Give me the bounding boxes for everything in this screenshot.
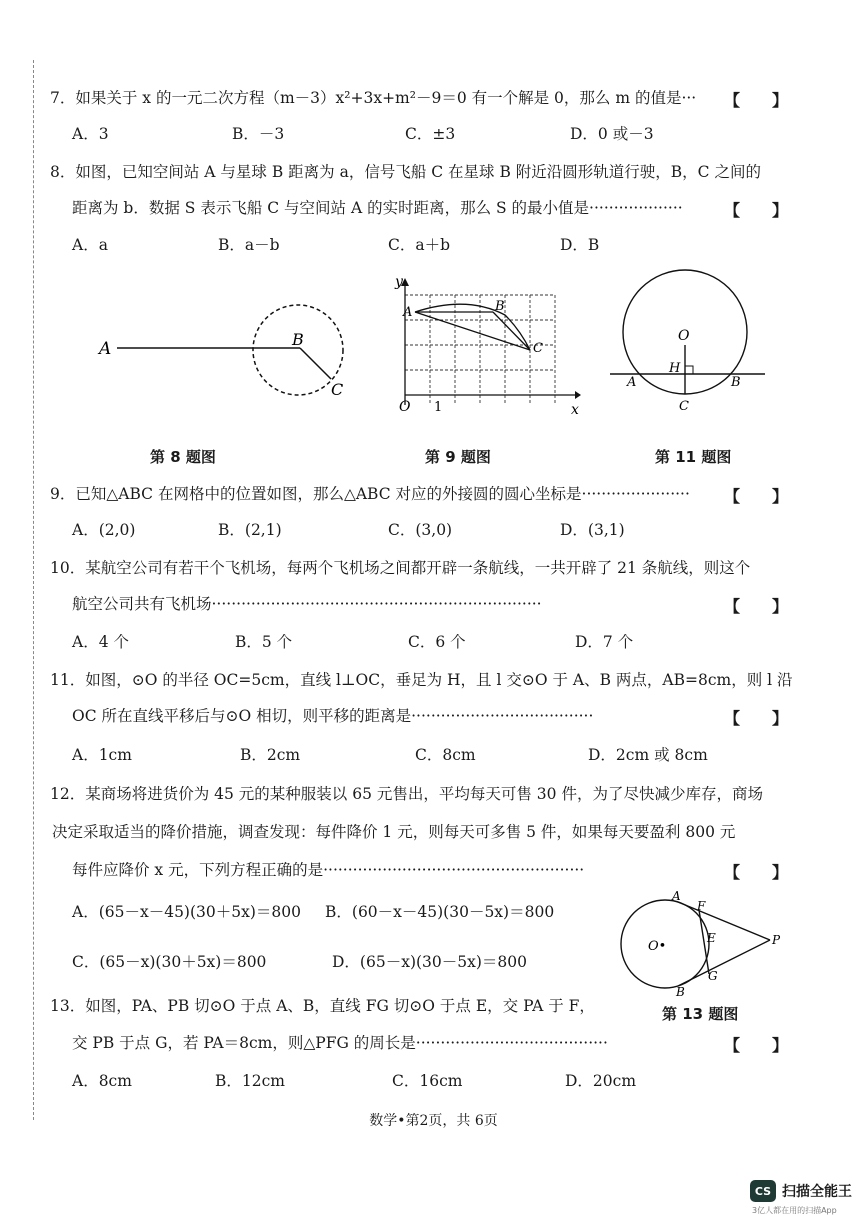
- q13-option-a: A．8cm: [72, 1072, 132, 1090]
- scanner-tagline: 3亿人都在用的扫描App: [752, 1206, 837, 1215]
- fig13-label-f: F: [697, 899, 706, 913]
- q13-option-d: D．20cm: [565, 1072, 637, 1090]
- q10-option-d: D．7 个: [575, 633, 634, 651]
- q9-option-b: B．(2,1): [218, 521, 282, 539]
- q13-option-b: B．12cm: [215, 1072, 285, 1090]
- q9-option-c: C．(3,0): [388, 521, 453, 539]
- q7-answer-bracket: 【 】: [724, 91, 789, 110]
- fig8-label-b: B: [292, 330, 304, 349]
- scanner-logo-icon: CS: [750, 1180, 776, 1202]
- fig8-label-a: A: [99, 339, 112, 359]
- fig13-label-o: O•: [648, 939, 667, 954]
- q8-option-a: A．a: [72, 236, 108, 254]
- q7-option-c: C．±3: [405, 125, 456, 143]
- scanner-watermark: [750, 1180, 852, 1202]
- fig8-label-c: C: [331, 380, 344, 399]
- fig13-caption: 第 13 题图: [662, 1005, 739, 1023]
- q7-option-a: A．3: [72, 125, 109, 143]
- fig9-label-one: 1: [434, 400, 443, 415]
- q8-option-b: B．a－b: [218, 236, 280, 254]
- q9-option-d: D．(3,1): [560, 521, 625, 539]
- fig11-label-h: H: [669, 361, 681, 376]
- q12-option-d: D．(65－x)(30－5x)＝800: [332, 953, 527, 971]
- q12-stem-cont1: 决定采取适当的降价措施，调查发现：每件降价 1 元，则每天可多售 5 件，如果每天要盈利 800 元: [52, 823, 736, 841]
- fig8-diagram: [95, 300, 355, 410]
- q10-stem: 10．某航空公司有若干个飞机场，每两个飞机场之间都开辟一条航线，一共开辟了 21 条航线，则这个: [50, 559, 751, 577]
- q13-answer-bracket: 【 】: [724, 1036, 789, 1055]
- fig13-label-e: E: [707, 931, 716, 945]
- fig9-label-c: C: [533, 341, 543, 356]
- binding-margin-line: [33, 60, 34, 1120]
- q11-option-a: A．1cm: [72, 746, 132, 764]
- q11-option-c: C．8cm: [415, 746, 476, 764]
- fig11-label-b: B: [731, 375, 741, 390]
- fig9-label-y: y: [395, 274, 403, 290]
- q8-option-c: C．a＋b: [388, 236, 451, 254]
- fig9-label-o: O: [399, 399, 411, 415]
- q12-answer-bracket: 【 】: [724, 863, 789, 882]
- q8-stem: 8．如图，已知空间站 A 与星球 B 距离为 a，信号飞船 C 在星球 B 附近沿圆形轨道行驶，B，C 之间的: [50, 163, 761, 181]
- q12-stem-cont2: 每件应降价 x 元，下列方程正确的是·····················································: [72, 861, 585, 879]
- q10-stem-cont: 航空公司共有飞机场···································································: [72, 595, 542, 613]
- q12-stem: 12．某商场将进货价为 45 元的某种服装以 65 元售出，平均每天可售 30 件，为了尽快减少库存，商场: [50, 785, 763, 803]
- fig9-label-b: B: [495, 299, 505, 314]
- fig13-label-g: G: [708, 969, 718, 983]
- q12-option-a: A．(65－x－45)(30＋5x)＝800: [72, 903, 301, 921]
- q10-option-a: A．4 个: [72, 633, 129, 651]
- q11-answer-bracket: 【 】: [724, 709, 789, 728]
- q11-option-d: D．2cm 或 8cm: [588, 746, 708, 764]
- fig11-label-c: C: [679, 399, 689, 414]
- scanner-name: 扫描全能王: [782, 1184, 852, 1200]
- q13-stem-cont: 交 PB 于点 G，若 PA＝8cm，则△PFG 的周长是·······································: [72, 1034, 608, 1052]
- q8-answer-bracket: 【 】: [724, 201, 789, 220]
- q7-option-d: D．0 或－3: [570, 125, 654, 143]
- q10-answer-bracket: 【 】: [724, 597, 789, 616]
- fig9-diagram: [375, 270, 585, 420]
- fig13-label-p: P: [772, 933, 781, 947]
- fig9-caption: 第 9 题图: [425, 448, 491, 466]
- q12-option-c: C．(65－x)(30＋5x)＝800: [72, 953, 267, 971]
- fig13-label-a: A: [672, 889, 681, 903]
- q8-stem-cont: 距离为 b．数据 S 表示飞船 C 与空间站 A 的实时距离，那么 S 的最小值是···················: [72, 199, 683, 217]
- fig8-caption: 第 8 题图: [150, 448, 216, 466]
- q10-option-b: B．5 个: [235, 633, 293, 651]
- fig9-label-a: A: [403, 305, 413, 320]
- q7-option-b: B．－3: [232, 125, 285, 143]
- fig11-label-a: A: [627, 375, 637, 390]
- q8-option-d: D．B: [560, 236, 600, 254]
- fig13-label-b: B: [676, 985, 685, 999]
- q9-option-a: A．(2,0): [72, 521, 136, 539]
- page-footer: 数学•第2页，共 6页: [369, 1113, 498, 1129]
- q13-stem: 13．如图，PA、PB 切⊙O 于点 A、B，直线 FG 切⊙O 于点 E，交 PA 于 F，: [50, 997, 595, 1015]
- fig11-label-o: O: [678, 328, 690, 344]
- fig11-diagram: [605, 260, 775, 420]
- fig13-diagram: [610, 890, 790, 1000]
- q11-stem-cont: OC 所在直线平移后与⊙O 相切，则平移的距离是·····································: [72, 707, 594, 725]
- fig11-caption: 第 11 题图: [655, 448, 732, 466]
- q10-option-c: C．6 个: [408, 633, 466, 651]
- q9-answer-bracket: 【 】: [724, 487, 789, 506]
- q7-stem: 7．如果关于 x 的一元二次方程（m－3）x²+3x+m²－9＝0 有一个解是 0，那么 m 的值是···: [50, 89, 697, 107]
- q11-stem: 11．如图，⊙O 的半径 OC=5cm，直线 l⊥OC，垂足为 H，且 l 交⊙O 于 A、B 两点，AB=8cm，则 l 沿: [50, 671, 793, 689]
- q9-stem: 9．已知△ABC 在网格中的位置如图，那么△ABC 对应的外接圆的圆心坐标是······················: [50, 485, 690, 503]
- q12-option-b: B．(60－x－45)(30－5x)＝800: [325, 903, 555, 921]
- q13-option-c: C．16cm: [392, 1072, 463, 1090]
- fig9-label-x: x: [571, 402, 579, 418]
- q11-option-b: B．2cm: [240, 746, 301, 764]
